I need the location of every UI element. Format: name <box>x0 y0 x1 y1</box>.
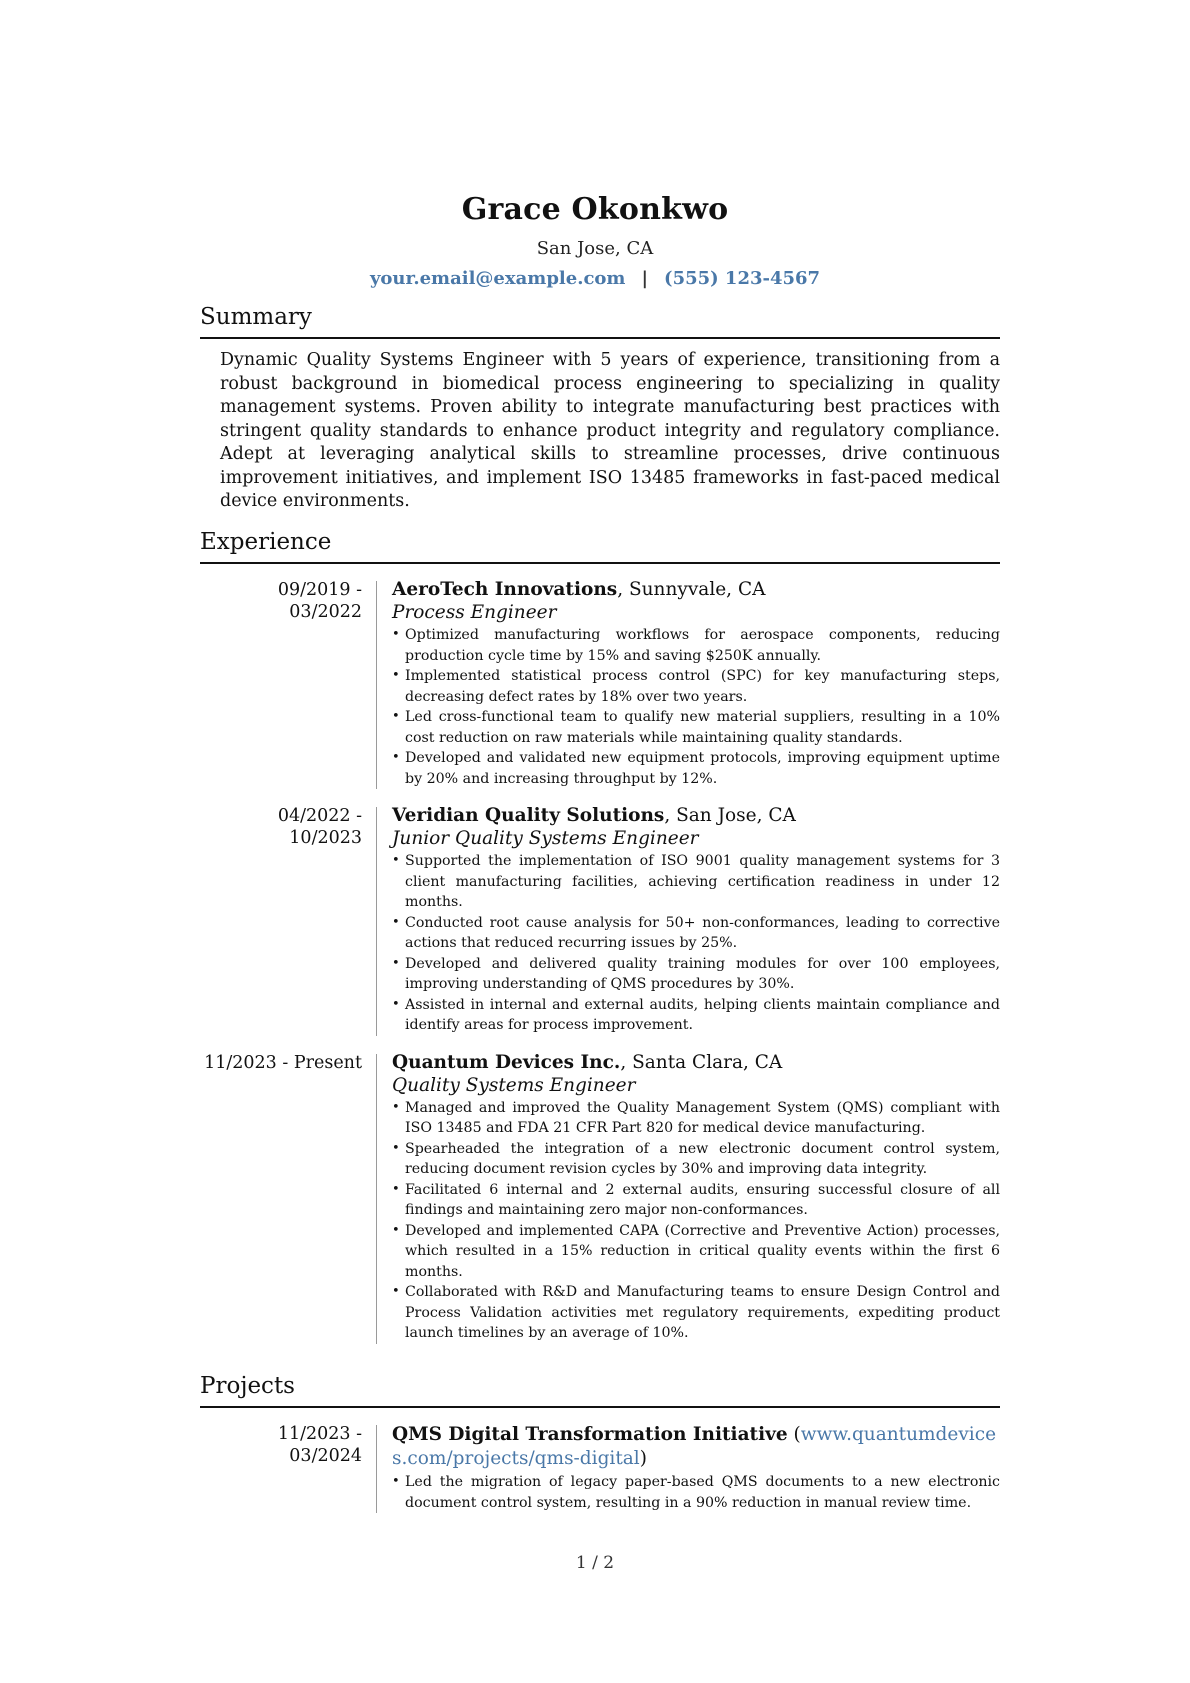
entry-heading <box>392 1050 1000 1074</box>
projects-title: Projects <box>200 1372 1000 1408</box>
entry-location: , Santa Clara, CA <box>620 1051 783 1073</box>
entry-organization: Quantum Devices Inc. <box>392 1051 621 1073</box>
paren-close: ) <box>639 1447 647 1469</box>
contact-separator: | <box>641 268 649 289</box>
entry-bullets <box>392 1472 1000 1513</box>
bullet-item: • Assisted in internal and external audits, helping clients maintain compliance and identify areas for process improvement. <box>392 995 1000 1036</box>
bullet-item: • Managed and improved the Quality Management System (QMS) compliant with ISO 13485 and FDA 21 CFR Part 820 for medical device manufacturing. <box>392 1098 1000 1139</box>
experience-section <box>200 528 1000 1344</box>
entry-location: , San Jose, CA <box>664 805 796 826</box>
entry-heading <box>392 577 1000 601</box>
experience-entry <box>200 1050 1000 1344</box>
bullet-item: • Led the migration of legacy paper-based QMS documents to a new electronic document control system, resulting in a 90% reduction in manual review time. <box>392 1472 1000 1513</box>
entry-bullets <box>392 1098 1000 1344</box>
email-link[interactable]: your.email@example.com <box>369 268 626 289</box>
candidate-location: San Jose, CA <box>536 238 654 259</box>
bullet-item: • Facilitated 6 internal and 2 external audits, ensuring successful closure of all findings and maintaining zero major non-conformances. <box>392 1180 1000 1221</box>
entry-body <box>377 1421 1000 1513</box>
project-name: QMS Digital Transformation Initiative <box>392 1424 788 1445</box>
entry-heading <box>392 803 1000 827</box>
contact-line <box>0 268 1190 290</box>
entry-organization: AeroTech Innovations <box>392 579 618 600</box>
projects-section <box>200 1372 1000 1513</box>
bullet-item: • Conducted root cause analysis for 50+ non-conformances, leading to corrective actions that reduced recurring issues by 25%. <box>392 913 1000 954</box>
phone-link[interactable]: (555) 123-4567 <box>664 268 821 289</box>
entry-body <box>377 1050 1000 1344</box>
entry-body <box>377 803 1000 1036</box>
entry-role: Quality Systems Engineer <box>392 1074 636 1096</box>
entry-role: Process Engineer <box>392 602 557 623</box>
bullet-item: • Supported the implementation of ISO 9001 quality management systems for 3 client manufacturing facilities, achieving certification readiness in under 12 months. <box>392 851 1000 913</box>
experience-title: Experience <box>200 528 1000 564</box>
paren-open: ( <box>787 1424 801 1445</box>
summary-title: Summary <box>200 303 1000 339</box>
experience-entry <box>200 803 1000 1036</box>
entry-dates: 09/2019 - 03/2022 <box>277 580 362 622</box>
summary-section <box>200 303 1000 514</box>
bullet-item: • Developed and delivered quality training modules for over 100 employees, improving understanding of QMS procedures by 30%. <box>392 954 1000 995</box>
bullet-item: • Collaborated with R&D and Manufacturing teams to ensure Design Control and Process Validation activities met regulatory requirements, expediting product launch timelines by an average of 10%. <box>392 1282 1000 1344</box>
entry-location: , Sunnyvale, CA <box>617 579 766 600</box>
entry-dates: 04/2022 - 10/2023 <box>277 806 362 848</box>
bullet-item: • Led cross-functional team to qualify new material suppliers, resulting in a 10% cost reduction on raw materials while maintaining quality standards. <box>392 707 1000 748</box>
entry-organization: Veridian Quality Solutions <box>392 805 665 826</box>
page-number: 1 / 2 <box>575 1553 615 1573</box>
entry-bullets <box>392 625 1000 789</box>
bullet-item: • Developed and implemented CAPA (Corrective and Preventive Action) processes, which resulted in a 15% reduction in critical quality events within the first 6 months. <box>392 1221 1000 1283</box>
summary-text: Dynamic Quality Systems Engineer with 5 years of experience, transitioning from a robust background in biomedical process engineering to specializing in quality management systems. Proven ability to integrate manufacturing best practices with stringent quality standards to enhance product integrity and regulatory compliance. Adept at leveraging analytical skills to streamline processes, drive continuous improvement initiatives, and implement ISO 13485 frameworks in fast-paced medical device environments. <box>220 350 1000 511</box>
resume-header <box>0 192 1190 290</box>
project-entry <box>200 1421 1000 1513</box>
experience-entry <box>200 577 1000 789</box>
bullet-item: • Implemented statistical process control (SPC) for key manufacturing steps, decreasing defect rates by 18% over two years. <box>392 666 1000 707</box>
bullet-item: • Developed and validated new equipment protocols, improving equipment uptime by 20% and increasing throughput by 12%. <box>392 748 1000 789</box>
bullet-item: • Optimized manufacturing workflows for aerospace components, reducing production cycle time by 15% and saving $250K annually. <box>392 625 1000 666</box>
entry-role: Junior Quality Systems Engineer <box>392 828 699 849</box>
entry-bullets <box>392 851 1000 1036</box>
entry-dates: 11/2023 - 03/2024 <box>277 1424 362 1466</box>
entry-dates: 11/2023 - Present <box>204 1052 362 1073</box>
candidate-name: Grace Okonkwo <box>461 192 729 227</box>
project-link[interactable]: www.quantumdevices.com/projects/qms-digital <box>392 1424 997 1469</box>
entry-body <box>377 577 1000 789</box>
bullet-item: • Spearheaded the integration of a new electronic document control system, reducing document revision cycles by 30% and improving data integrity. <box>392 1139 1000 1180</box>
project-heading <box>392 1421 1000 1470</box>
